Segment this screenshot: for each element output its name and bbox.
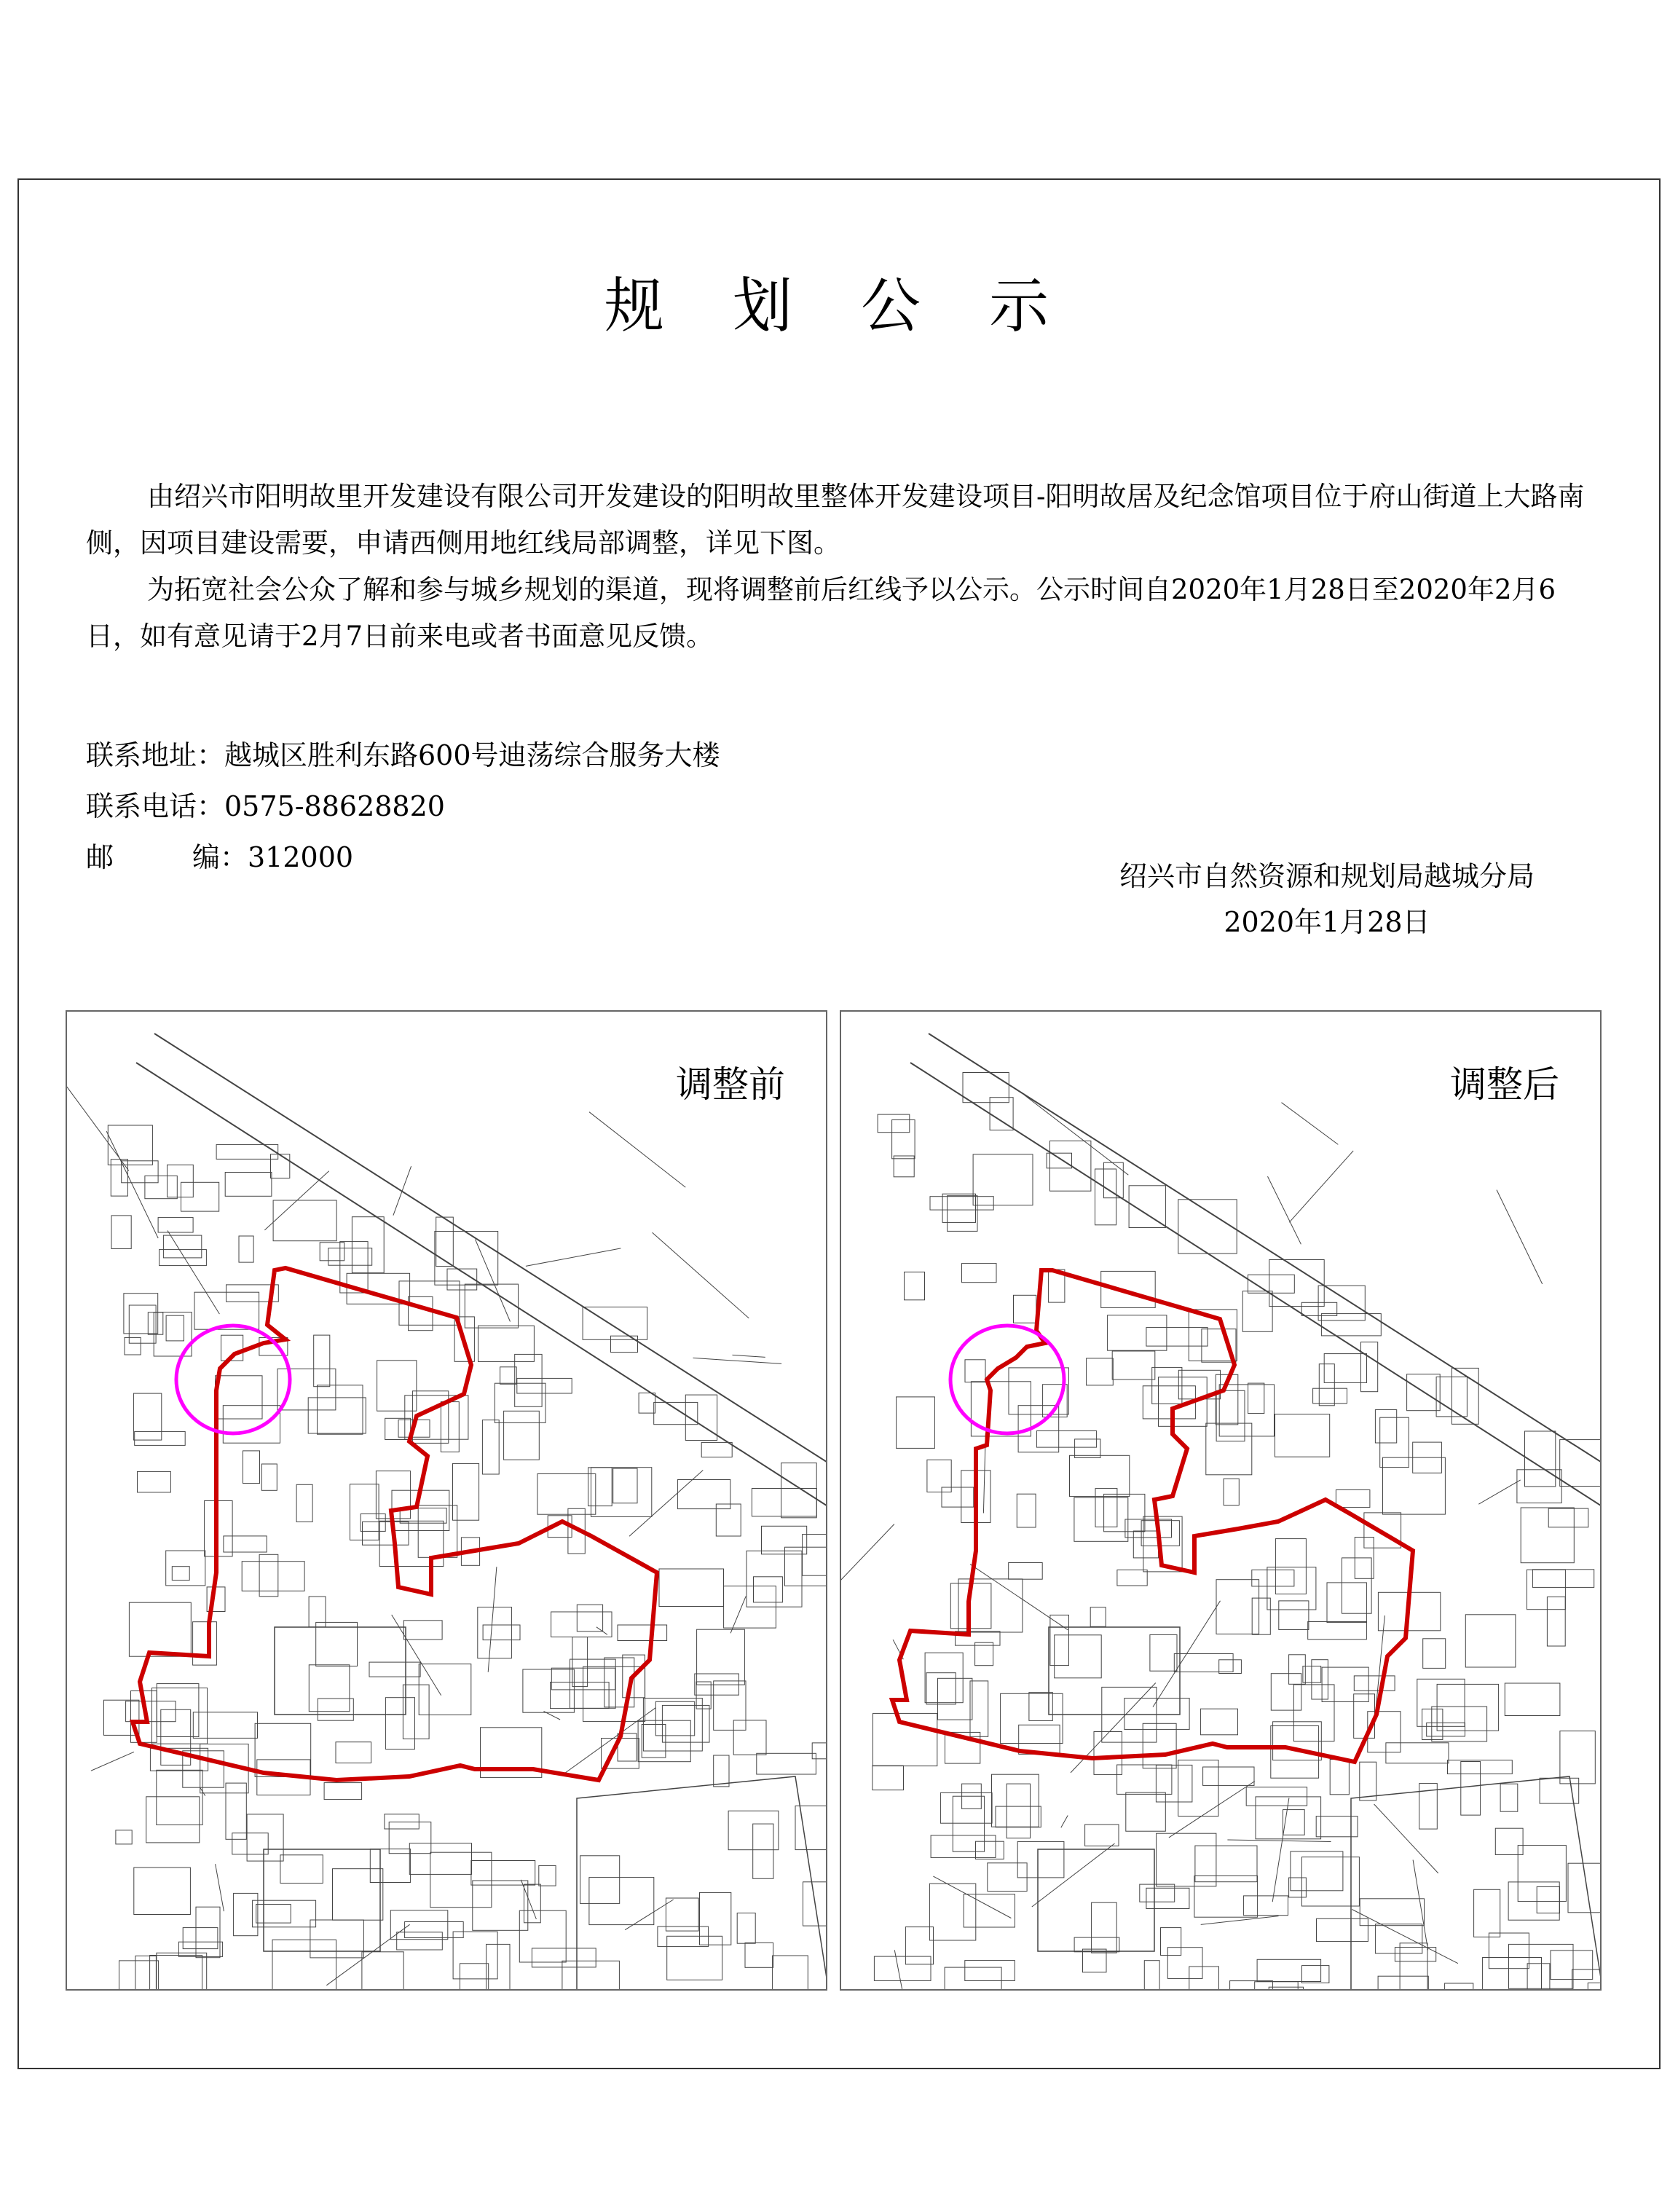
map-after-label: 调整后 <box>1446 1055 1564 1108</box>
map-before-highlight-circle <box>176 1326 290 1433</box>
map-before-label: 调整前 <box>671 1055 789 1108</box>
postcode-label: 邮编 <box>86 841 220 873</box>
issuer-name: 绍兴市自然资源和规划局越城分局 <box>1119 860 1535 892</box>
map-before-drawing <box>67 1012 827 1991</box>
notice-paragraph-2: 为拓宽社会公众了解和参与城乡规划的渠道，现将调整前后红线予以公示。公示时间自2020年1月28日至2020年2月6日，如有意见请于2月7日前来电或者书面意见反馈。 <box>86 574 1556 652</box>
notice-paragraph-1: 由绍兴市阳明故里开发建设有限公司开发建设的阳明故里整体开发建设项目-阳明故居及纪念馆项目位于府山街道上大路南侧，因项目建设需要，申请西侧用地红线局部调整，详见下图。 <box>86 481 1585 559</box>
issue-date: 2020年1月28日 <box>1224 906 1430 938</box>
postcode <box>86 832 353 883</box>
map-after-linework <box>841 1034 1602 1991</box>
map-after-drawing <box>841 1012 1602 1991</box>
postcode-value: ：312000 <box>220 841 354 873</box>
contact-phone: 联系电话：0575-88628820 <box>86 790 445 822</box>
map-before-red-line <box>133 1268 657 1780</box>
map-after-highlight-circle <box>950 1326 1064 1433</box>
map-before <box>66 1010 827 1991</box>
map-before-linework <box>67 1034 827 1991</box>
contact-address: 联系地址：越城区胜利东路600号迪荡综合服务大楼 <box>86 739 720 771</box>
map-after <box>840 1010 1602 1991</box>
notice-title: 规 划 公 示 <box>604 272 1074 341</box>
